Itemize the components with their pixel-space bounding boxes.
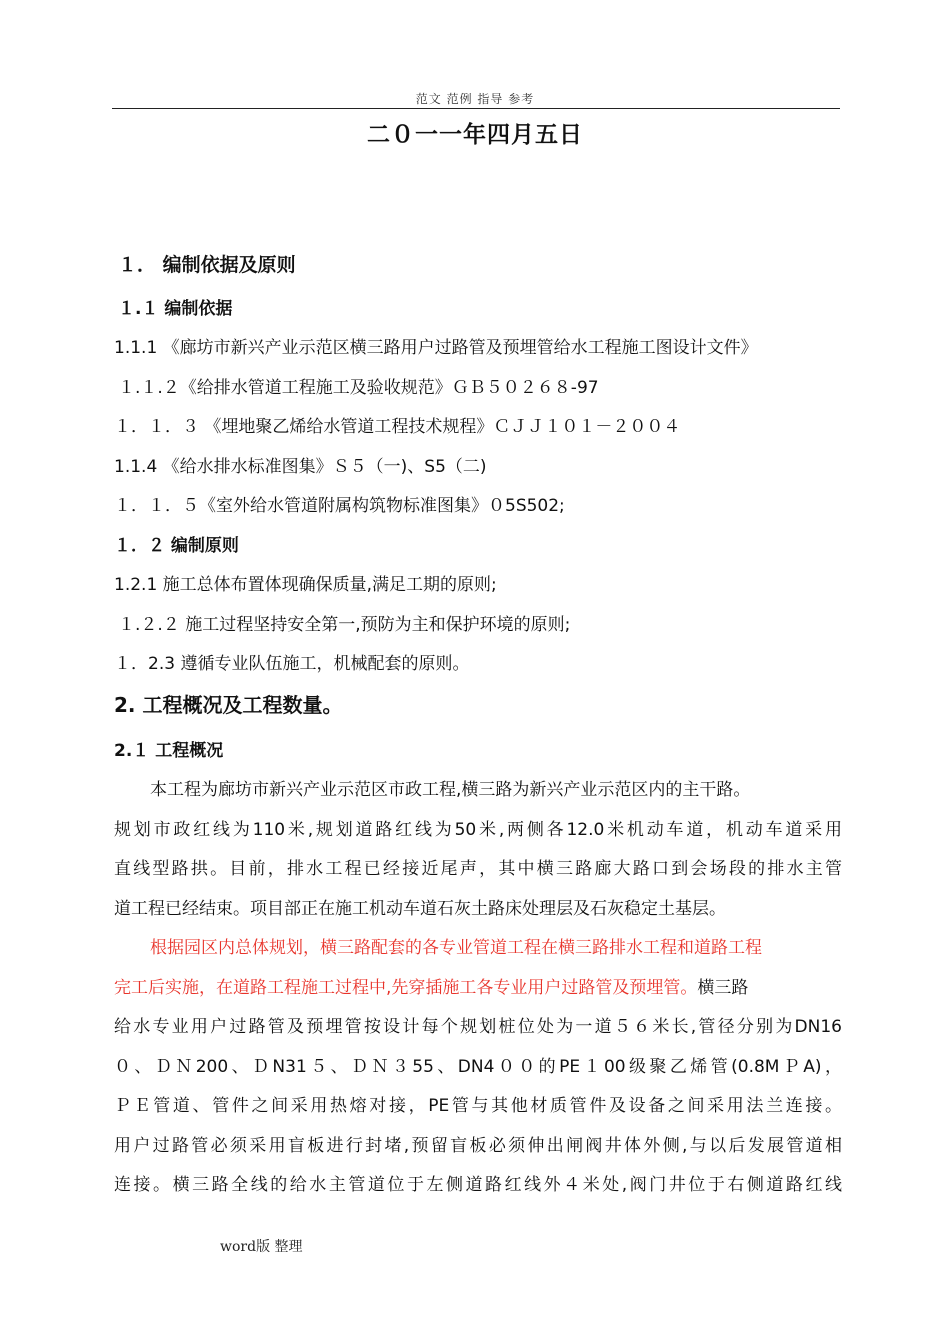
- para1-line-3: 直线型路拱。目前，排水工程已经接近尾声，其中横三路廊大路口到会场段的排水主管: [114, 859, 842, 879]
- para1-line-2: 规划市政红线为110米,规划道路红线为50米,两侧各12.0米机动车道，机动车道采用: [114, 820, 842, 840]
- section-1-heading: １． 编制依据及原则: [118, 254, 296, 276]
- para2-line-2: [114, 977, 748, 999]
- header-divider: [112, 108, 840, 109]
- para2-line-7: 连接。横三路全线的给水主管道位于左侧道路红线外４米处,阀门井位于右侧道路红线: [114, 1175, 842, 1195]
- ref-item-3: １．１．３ 《埋地聚乙烯给水管道工程技术规程》ＣＪＪ１０１－２００４: [114, 417, 681, 437]
- para2-highlight-line-1: 根据园区内总体规划，横三路配套的各专业管道工程在横三路排水工程和道路工程: [150, 938, 762, 958]
- para2-line-2-tail: 横三路: [697, 978, 749, 998]
- ref-item-4: 1.1.4 《给水排水标准图集》Ｓ５（一)、S5（二): [114, 457, 487, 477]
- ref-item-2: １.１.２《给排水管道工程施工及验收规范》ＧＢ５０２６８-97: [118, 378, 599, 398]
- section-1-1-heading: １.１ 编制依据: [118, 299, 233, 319]
- para1-line-4: 道工程已经结束。项目部正在施工机动车道石灰土路床处理层及石灰稳定土基层。: [114, 899, 726, 919]
- para1-line-1: 本工程为廊坊市新兴产业示范区市政工程,横三路为新兴产业示范区内的主干路。: [150, 780, 751, 800]
- principle-item-3: １．2.3 遵循专业队伍施工，机械配套的原则。: [114, 654, 470, 674]
- document-date: 二０一一年四月五日: [367, 122, 583, 148]
- section-1-2-heading: １．２ 编制原则: [114, 536, 239, 556]
- ref-item-1: 1.1.1 《廊坊市新兴产业示范区横三路用户过路管及预埋管给水工程施工图设计文件》: [114, 338, 758, 358]
- page-header: 范文 范例 指导 参考: [415, 92, 535, 106]
- principle-item-1: 1.2.1 施工总体布置体现确保质量,满足工期的原则;: [114, 575, 497, 595]
- para2-highlight-line-2: 完工后实施，在道路工程施工过程中,先穿插施工各专业用户过路管及预埋管。: [114, 978, 698, 998]
- principle-item-2: １.２.２ 施工过程坚持安全第一,预防为主和保护环境的原则;: [118, 615, 571, 635]
- section-2-1-heading: 2.１ 工程概况: [114, 741, 224, 761]
- para2-line-6: 用户过路管必须采用盲板进行封堵,预留盲板必须伸出闸阀井体外侧,与以后发展管道相: [114, 1136, 842, 1156]
- page-footer: word版 整理: [220, 1239, 303, 1255]
- section-2-heading: 2. 工程概况及工程数量。: [114, 693, 343, 717]
- para2-line-3: 给水专业用户过路管及预埋管按设计每个规划桩位处为一道５６米长,管径分别为DN16: [114, 1017, 842, 1037]
- ref-item-5: １．１．５《室外给水管道附属构筑物标准图集》０5S502;: [114, 496, 565, 516]
- para2-line-5: ＰＥ管道、管件之间采用热熔对接，PE管与其他材质管件及设备之间采用法兰连接。: [114, 1096, 842, 1116]
- para2-line-4: ０、ＤＮ200、ＤN31５、ＤＮ３55、DN4００的PE１00级聚乙烯管(0.8MＰA)，: [114, 1057, 842, 1077]
